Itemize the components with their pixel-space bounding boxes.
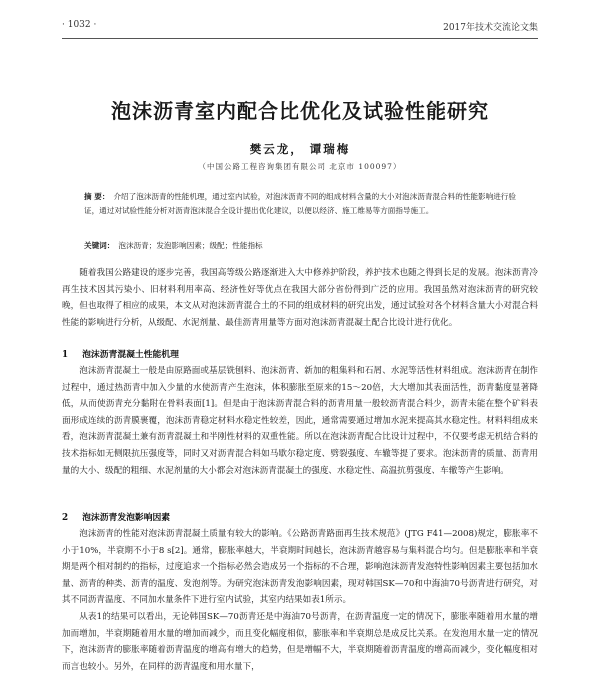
- section-number: 2: [62, 513, 69, 523]
- abstract-label: 摘 要：: [84, 192, 110, 201]
- intro-paragraph: 随着我国公路建设的逐步完善，我国高等级公路逐渐进入大中修养护阶段，养护技术也随之得到长足的发展。泡沫沥青冷再生技术因其污染小、旧材料利用率高、经济性好等优点在我国大部分省份得到广泛的应用。我国虽然对泡沫沥青的研究较晚，但也取得了相应的成果，本文从对泡沫沥青混合土的不同的组成材料的研究出发，通过试验对各个材料含量大小对混合料性能的影响进行分析，从级配、水泥剂量、最佳沥青用量等方面对泡沫沥青混凝土配合比设计进行优化。: [62, 268, 538, 328]
- header-rule: [62, 38, 538, 39]
- keywords-label: 关键词：: [84, 241, 115, 250]
- section-1-paragraph: 泡沫沥青混凝土一般是由原路面或基层铣刨料、泡沫沥青、新加的粗集料和石屑、水泥等活性材料组成。泡沫沥青在制作过程中，通过热沥青中加入少量的水使沥青产生泡沫，体积膨胀至原来的15～20倍，大大增加其表面活性，沥青黏度显著降低，从而使沥青充分黏附在骨料表面[1]。但是由于泡沫沥青混合料的沥青用量一般较沥青混合料少，沥青未能在整个矿料表面形成连续的沥青膜裹覆，泡沫沥青稳定材料水稳定性较差，因此，通常需要通过增加水泥来提高其水稳定性。材料料组成来看，泡沫沥青混凝土兼有沥青混凝土和半刚性材料的双重性能。所以在泡沫沥青配合比设计过程中，不仅要考虑无机结合料的技术指标如无侧限抗压强度等，同时又对沥青混合料如马歇尔稳定度、劈裂强度、车辙等提了要求。泡沫沥青的质量、沥青用量的大小、级配的粗细、水泥剂量的大小都会对泡沫沥青混凝土的强度、水稳定性、高温抗剪强度、车辙等产生影响。: [62, 366, 538, 476]
- section-heading-1: [62, 347, 538, 360]
- section-2-body: [62, 526, 538, 675]
- keywords: [84, 240, 516, 251]
- section-heading-2: [62, 510, 538, 523]
- section-title: 泡沫沥青混凝土性能机理: [82, 350, 179, 360]
- article-title: 泡沫沥青室内配合比优化及试验性能研究: [111, 99, 489, 123]
- abstract-text: 介绍了泡沫沥青的性能机理，通过室内试验，对泡沫沥青不同的组成材料含量的大小对泡沫沥青混合料的性能影响进行验证，通过对试验性能分析对沥青泡沫混合全设计提出优化建议，以便以经济、施工维易等方面指导施工。: [84, 192, 516, 215]
- author-affiliation: （中国公路工程咨询集团有限公司 北京市 100097）: [198, 162, 402, 171]
- running-header: [62, 20, 538, 36]
- section-number: 1: [62, 350, 69, 360]
- intro-section: [62, 265, 538, 331]
- abstract: [84, 190, 516, 217]
- section-2-paragraph-2: 从表1的结果可以看出，无论韩国SK—70沥青还是中海油70号沥青，在沥青温度一定的情况下，膨胀率随着用水量的增加而增加，半衰期随着用水量的增加而减少，而且变化幅度相似，膨胀率和半衰期总是成反比关系。在发泡用水量一定的情况下，泡沫沥青的膨胀率随着沥青温度的增高有增大的趋势，但是增幅不大，半衰期随着沥青温度的增高而减少，变化幅度相对而言也较小。另外，在同样的沥青温度和用水量下，: [62, 611, 538, 672]
- keywords-text: 泡沫沥青；发泡影响因素；级配；性能指标: [118, 241, 263, 250]
- section-2-paragraph-1: 泡沫沥青的性能对泡沫沥青混凝土质量有较大的影响。《公路沥青路面再生技术规范》(JTG F41—2008)规定，膨胀率不小于10%，半衰期不小于8 s[2]。通常，膨胀率越大，半衰期时间越长，泡沫沥青越容易与集料混合均匀。但是膨胀率和半衰期是两个相对制约的指标，过度追求一个指标必然会造成另一个指标的不合理，影响泡沫沥青发泡特性影响因素主要包括加水量、沥青的种类、沥青的温度、发泡剂等。为研究泡沫沥青发泡影响因素，现对韩国SK—70和中海油70号沥青进行研究，对其不同沥青温度、不同加水量条件下进行室内试验，其室内结果如表1所示。: [62, 529, 538, 606]
- journal-title: 2017年技术交流论文集: [443, 23, 538, 33]
- article-authors: 樊云龙， 谭瑞梅: [249, 142, 351, 156]
- section-1-body: [62, 363, 538, 479]
- section-title: 泡沫沥青发泡影响因素: [82, 513, 171, 523]
- page-number: · 1032 ·: [62, 20, 97, 30]
